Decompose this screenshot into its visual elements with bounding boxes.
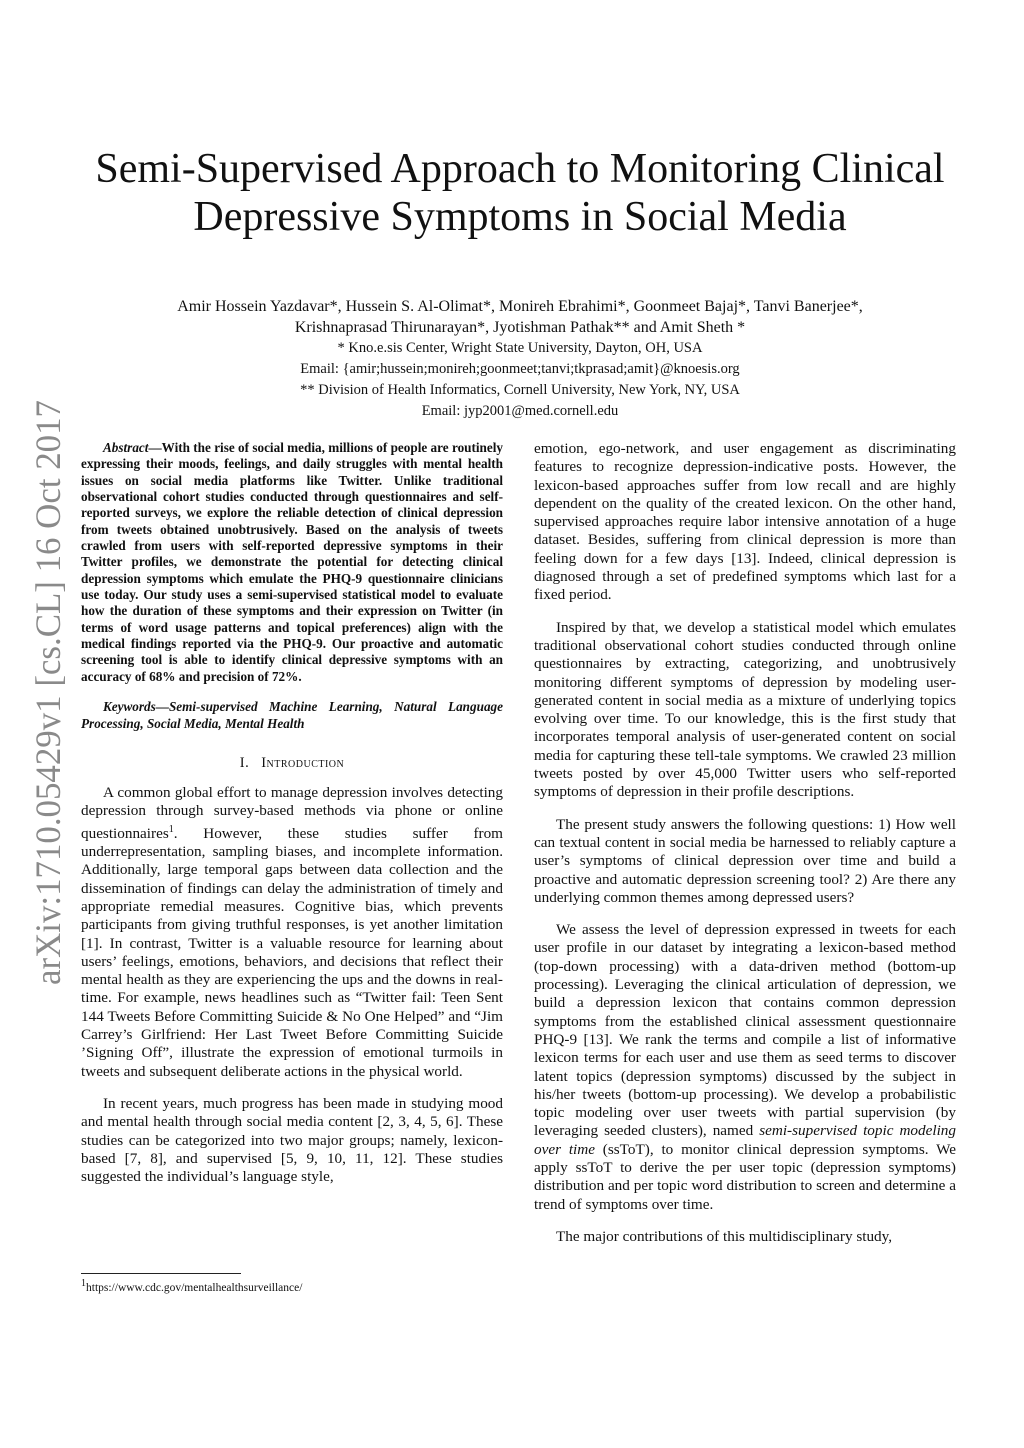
affiliation-2: ** Division of Health Informatics, Cornell University, New York, NY, USA [300,382,740,398]
footnote-url[interactable]: https://www.cdc.gov/mentalhealthsurveillance/ [86,1281,303,1294]
author-line-2: Krishnaprasad Thirunarayan*, Jyotishman Pathak** and Amit Sheth * [294,319,746,336]
title-line-2: Depressive Symptoms in Social Media [193,194,847,240]
right-paragraph-1: emotion, ego-network, and user engagement as discriminating features to recognize depression-indicative posts. However, the lexicon-based approaches suffer from low recall and are highly dependent on the quality of the created lexicon. On the other hand, supervised approaches require labor intensive annotation of a huge dataset. Besides, suffering from clinical depression is more than feeling down for a few days [13]. Indeed, clinical depression is diagnosed through a set of predefined symptoms which last for a fixed period. [534,440,956,604]
arxiv-stamp [20,395,76,995]
email-2: Email: jyp2001@med.cornell.edu [421,403,619,419]
title-line-1: Semi-Supervised Approach to Monitoring Clinical [95,146,945,192]
keywords: Keywords—Semi-supervised Machine Learning, Natural Language Processing, Social Media, Mental Health [81,699,503,731]
author-block [100,296,940,422]
abstract [81,440,503,685]
author-line-1: Amir Hossein Yazdavar*, Hussein S. Al-Olimat*, Monireh Ebrahimi*, Goonmeet Bajaj*, Tanvi Banerjee*, [177,298,863,315]
right-p4-part-b: (ssToT), to monitor clinical depression symptoms. We apply ssToT to derive the per user topic (depression symptoms) distribution and per topic word distribution to screen and determine a trend of symptoms over time. [534,1140,956,1213]
right-paragraph-2: Inspired by that, we develop a statistical model which emulates traditional observational cohort studies conducted through online questionnaires by extracting, categorizing, and unobtrusively monitoring different symptoms of depression by modeling user-generated content in social media as a mixture of underlying topics evolving over time. To our knowledge, this is the first study that incorporates temporal analysis of user-generated content on social media for capturing these tell-tale symptoms. We crawled 23 million tweets posted by over 45,000 Twitter users who self-reported symptoms of depression in their profile descriptions. [534,618,956,801]
abstract-lead: Abstract [103,440,149,455]
email-1: Email: {amir;hussein;monireh;goonmeet;tanvi;tkprasad;amit}@knoesis.org [300,361,740,377]
section-title: Introduction [261,754,345,771]
intro-p1-part-a: A common global effort to manage depression involves detecting depression through survey-based methods via phone or online questionnaires [81,784,503,842]
footnote-mark: 1 [81,1278,86,1289]
footnote-rule [81,1273,241,1274]
intro-paragraph-1 [81,784,503,1081]
intro-paragraph-2: In recent years, much progress has been made in studying mood and mental health through social media content [2, 3, 4, 5, 6]. These studies can be categorized into two major groups; namely, lexicon-based [7, 8], and supervised [5, 9, 10, 11, 12]. These studies suggested the individual’s language style, [81,1094,503,1186]
section-heading-introduction [81,754,503,772]
right-paragraph-3: The present study answers the following questions: 1) How well can textual content in social media be harnessed to reliably capture a user’s symptoms of clinical depression over time and build a proactive and automatic depression screening tool? 2) Are there any underlying common themes among depressed users? [534,815,956,906]
arxiv-stamp-text: arXiv:1710.05429v1 [cs.CL] 16 Oct 2017 [28,395,68,985]
abstract-text: —With the rise of social media, millions of people are routinely expressing their moods, feelings, and daily struggles with mental health issues on social media platforms like Twitter. Unlike traditional observational cohort studies conducted through questionnaires and self-reported surveys, we explore the reliable detection of clinical depression from tweets obtained unobtrusively. Based on the analysis of tweets crawled from users with self-reported depressive symptoms in their Twitter profiles, we demonstrate the potential for detecting clinical depression symptoms which emulate the PHQ-9 questionnaire clinicians use today. Our study uses a semi-supervised statistical model to evaluate how the duration of these symptoms and their expression on Twitter (in terms of word usage patterns and topical preferences) align with the medical findings reported via the PHQ-9. Our proactive and automatic screening tool is able to identify clinical depressive symptoms with an accuracy of 68% and precision of 72%. [81,440,503,684]
footnote [81,1278,302,1294]
intro-p1-part-b: . However, these studies suffer from underrepresentation, sampling biases, and incomplete information. Additionally, large temporal gaps between data collection and the dissemination of findings can delay the administration of timely and appropriate remedial measures. Cognitive bias, which prevents participants from giving truthful responses, is yet another limitation [1]. In contrast, Twitter is a valuable resource for learning about users’ feelings, emotions, behaviors, and decisions that reflect their mental health as they are experiencing the ups and the downs in real-time. For example, news headlines such as “Twitter fail: Teen Sent 144 Tweets Before Committing Suicide & No One Helped” and “Jim Carrey’s Girlfriend: Her Last Tweet Before Committing Suicide ’Signing Off”, illustrate the expression of emotional turmoils in tweets and subsequent deliberate actions in the physical world. [81,824,503,1080]
paper-title [95,145,945,241]
right-p4-emphasis: semi-supervised topic modeling over time [534,1122,956,1158]
left-column [81,440,503,1200]
right-paragraph-4 [534,921,956,1214]
right-paragraph-5: The major contributions of this multidisciplinary study, [556,1227,893,1245]
section-number: I. [239,754,250,771]
footnote-ref: 1 [168,823,174,835]
right-column [534,440,956,1260]
affiliation-1: * Kno.e.sis Center, Wright State University, Dayton, OH, USA [337,340,703,356]
right-p4-part-a: We assess the level of depression expressed in tweets for each user profile in our dataset by integrating a lexicon-based method (top-down processing) with a data-driven method (bottom-up processing). Leveraging the clinical articulation of depression, we build a depression lexicon that contains common depression symptoms from the established clinical assessment questionnaire PHQ-9 [13]. We rank the terms and compile a list of informative lexicon terms for each user and use them as seed terms to discover latent topics (depression symptoms) discussed by the subject in his/her tweets (bottom-up processing). We develop a probabilistic topic modeling over user tweets with partial supervision (by leveraging seeded clusters), named [534,921,956,1140]
